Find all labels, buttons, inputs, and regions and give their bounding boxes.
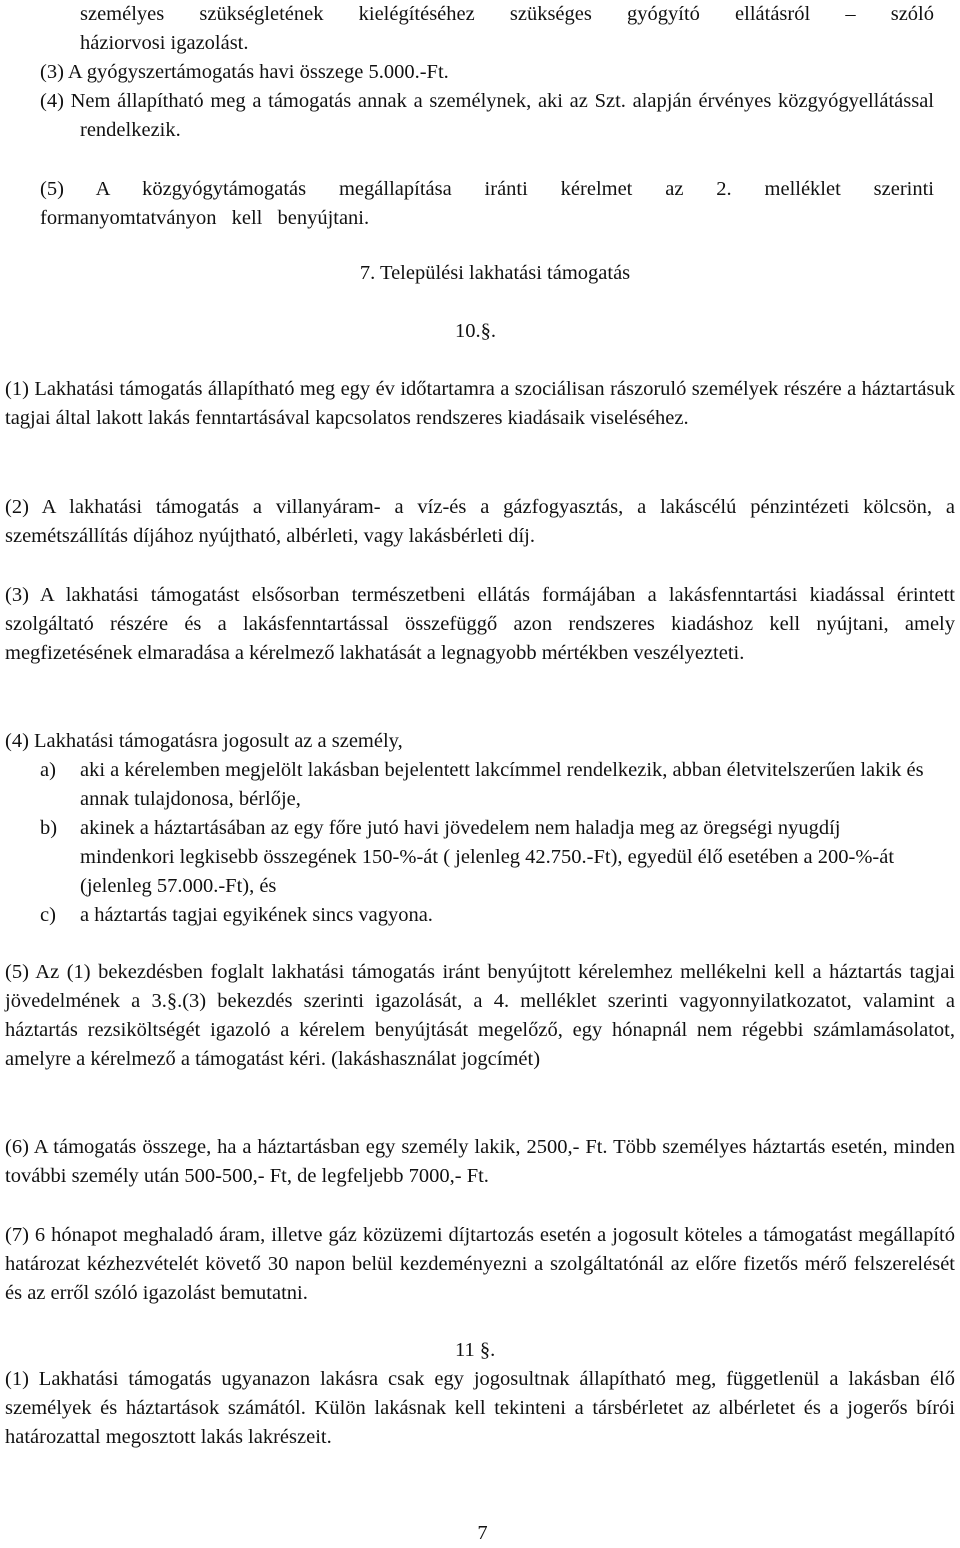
continuation-line-2: háziorvosi igazolást. bbox=[80, 32, 249, 54]
list-item-marker: c) bbox=[40, 904, 56, 926]
section-paragraph-number-11: 11 §. bbox=[455, 1339, 496, 1361]
paragraph-10-1: (1) Lakhatási támogatás állapítható meg egy év időtartamra a szociálisan rászoruló személyek részére a háztartásuk tagjai által lakott lakás fenntartásával kapcsolatos rendszeres kiadásaik viseléséhez. bbox=[5, 378, 955, 429]
paragraph-10-3: (3) A lakhatási támogatást elsősorban természetbeni ellátás formájában a lakásfenntartási kiadással érintett szolgáltató részére és a lakásfenntartással összefüggő azon rendszeres kiadáshoz kell nyújtani, amely megfizetésének elmaradása a kérelmező lakhatását a legnagyobb mértékben veszélyezteti. bbox=[5, 584, 955, 664]
page-number: 7 bbox=[477, 1522, 488, 1544]
list-item-text: akinek a háztartásában az egy főre jutó havi jövedelem nem haladja meg az öregségi nyugdíj mindenkori legkisebb összegének 150-%-át ( jelenleg 42.750.-Ft), egyedül élő esetében a 200-%-át (jelenleg 57.000.-Ft), és bbox=[80, 817, 895, 897]
list-item-marker: a) bbox=[40, 759, 56, 781]
paragraph-3: (3) A gyógyszertámogatás havi összege 5.000.-Ft. bbox=[40, 61, 449, 83]
eligibility-list bbox=[40, 756, 940, 930]
paragraph-4-hanging bbox=[40, 87, 934, 145]
paragraph-11-1: (1) Lakhatási támogatás ugyanazon lakásra csak egy jogosultnak állapítható meg, függetlenül a lakásban élő személyek és háztartások számától. Külön lakásnak kell tekinteni a társbérletet az albérletet és a jogerős bírói határozattal megosztott lakás lakrészeit. bbox=[5, 1368, 955, 1448]
list-item bbox=[40, 901, 940, 930]
list-item-text: aki a kérelemben megjelölt lakásban bejelentett lakcímmel rendelkezik, abban életvitelszerűen lakik és annak tulajdonosa, bérlője, bbox=[80, 759, 924, 810]
list-item-text: a háztartás tagjai egyikének sincs vagyona. bbox=[80, 904, 433, 926]
continuation-line-1: személyes szükségletének kielégítéséhez szükséges gyógyító ellátásról – szóló bbox=[80, 3, 934, 25]
paragraph-10-6: (6) A támogatás összege, ha a háztartásban egy személy lakik, 2500,- Ft. Több személyes háztartás esetén, minden további személy után 500-500,- Ft, de legfeljebb 7000,- Ft. bbox=[5, 1136, 955, 1187]
paragraph-10-4-intro: (4) Lakhatási támogatásra jogosult az a személy, bbox=[5, 730, 403, 752]
section-heading: 7. Települési lakhatási támogatás bbox=[359, 262, 631, 284]
paragraph-10-2: (2) A lakhatási támogatás a villanyáram- a víz-és a gázfogyasztás, a lakáscélú pénzintézeti kölcsön, a szemétszállítás díjához nyújtható, albérleti, vagy lakásbérleti díj. bbox=[5, 496, 955, 547]
list-item bbox=[40, 814, 940, 901]
paragraph-10-5: (5) Az (1) bekezdésben foglalt lakhatási támogatás iránt benyújtott kérelemhez mellékelni kell a háztartás tagjai jövedelmének a 3.§.(3) bekezdés szerinti igazolását, a 4. melléklet szerinti vagyonnyilatkozatot, valamint a háztartás rezsiköltségét igazoló a kérelem benyújtását megelőző, egy hónapnál nem régebbi számlamásolatot, amelyre a kérelmező a támogatást kéri. (lakáshasználat jogcímét) bbox=[5, 961, 955, 1070]
paragraph-5 bbox=[40, 175, 934, 233]
list-item-marker: b) bbox=[40, 817, 58, 839]
list-item bbox=[40, 756, 940, 814]
paragraph-4-text: (4) Nem állapítható meg a támogatás annak a személynek, aki az Szt. alapján érvényes közgyógyellátással rendelkezik. bbox=[40, 90, 934, 141]
section-paragraph-number-10: 10.§. bbox=[455, 320, 496, 342]
paragraph-5-text: (5) A közgyógytámogatás megállapítása iránti kérelmet az 2. melléklet szerinti formanyomtatványon kell benyújtani. bbox=[40, 178, 934, 229]
paragraph-10-7: (7) 6 hónapot meghaladó áram, illetve gáz közüzemi díjtartozás esetén a jogosult köteles a támogatást megállapító határozat kézhezvételét követő 30 napon belül kezdeményezni a szolgáltatónál az előre fizetős mérő felszerelését és az erről szóló igazolást bemutatni. bbox=[5, 1224, 955, 1304]
